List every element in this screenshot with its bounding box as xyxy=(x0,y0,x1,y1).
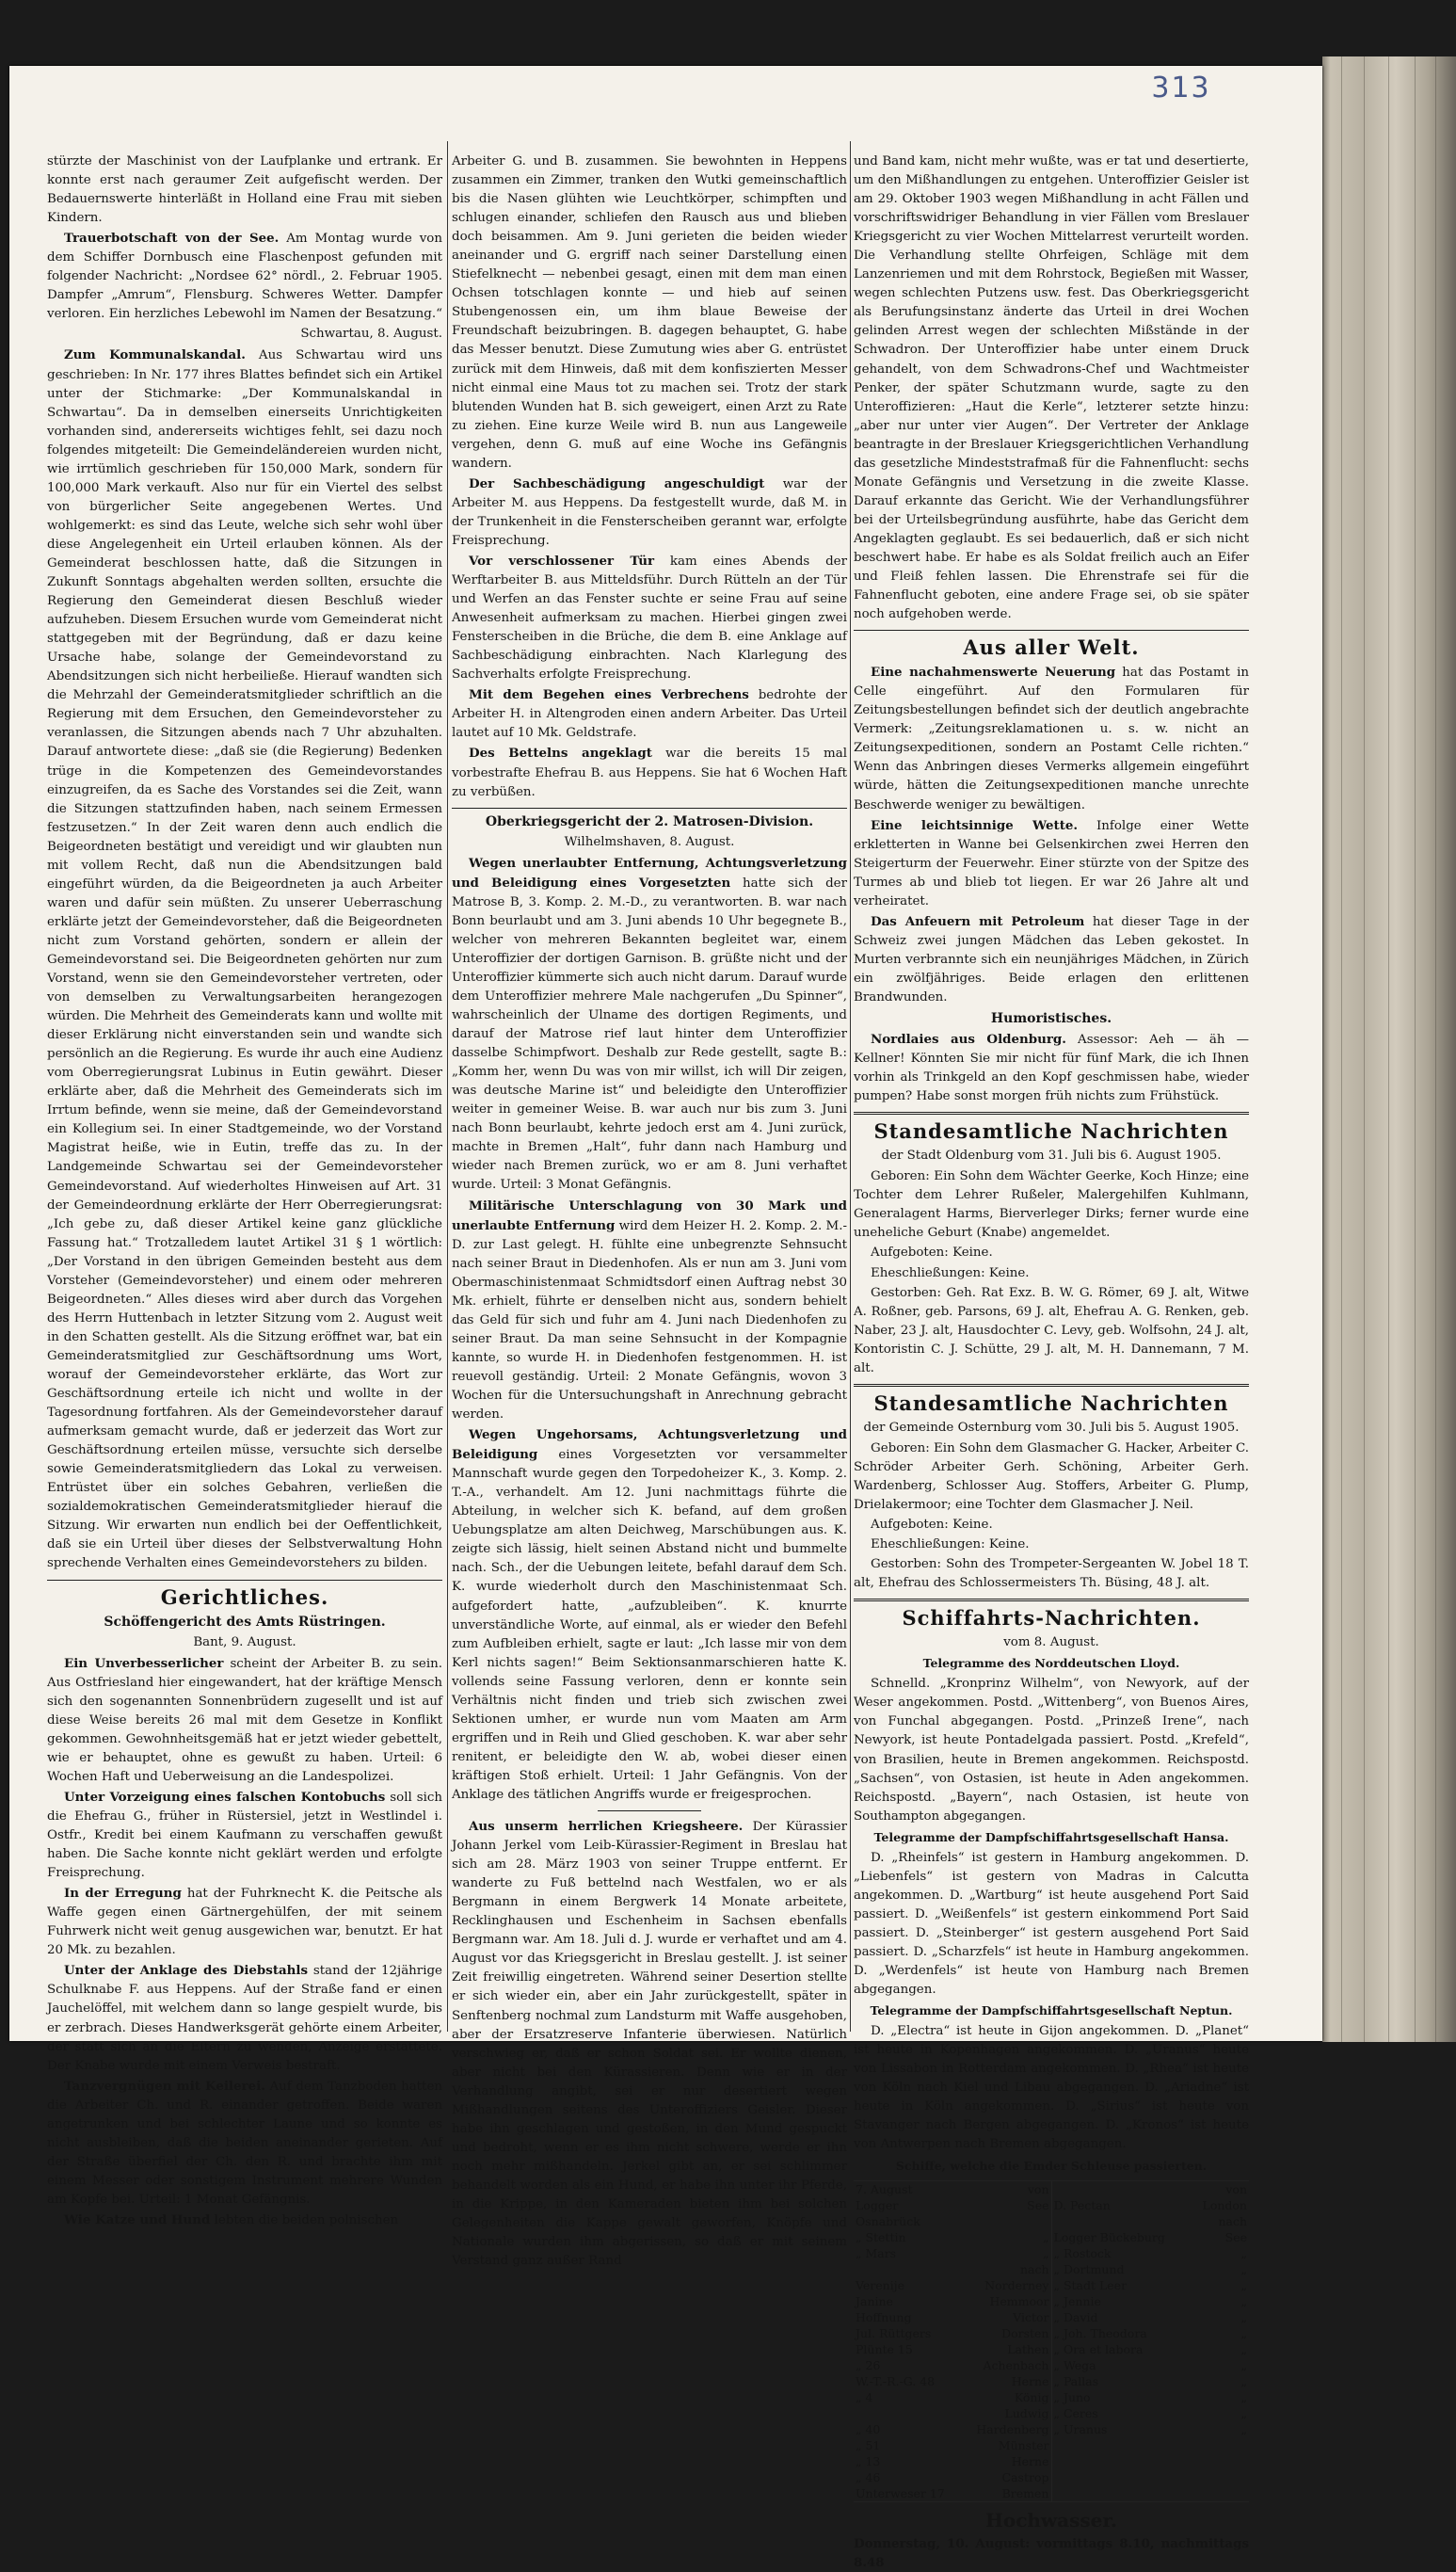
ship-port: „ xyxy=(1240,2277,1247,2292)
ship-row xyxy=(1052,2197,1250,2213)
ship-name: „ 13 xyxy=(856,2453,881,2468)
report-body: lebten die beiden polnischen xyxy=(214,2212,399,2227)
news-item xyxy=(854,816,1249,911)
ship-name: „ David xyxy=(1053,2309,1098,2324)
item-body: hat dieser Tage in der Schweiz zwei jungen Mädchen das Leben gekostet. In Murten verbrannte sich ein neunjähriges Mädchen, in Zürich ein zwölfjähriges. Beide erlagen den erlittenen Brandwunden. xyxy=(854,914,1249,1005)
ship-row xyxy=(854,2245,1051,2261)
court-report xyxy=(452,474,847,551)
ship-row xyxy=(1052,2357,1250,2373)
report-body: scheint der Arbeiter B. zu sein. Aus Ostfriesland hier eingewandert, hat der kräftige Mensch sich den sogenannten Sonnenbrüdern zugesellt und ist auf diese Weise bereits 26 mal mit dem Gesetze in Konflikt gekommen. Gewohnheitsgemäß hat er jetzt wieder gebettelt, wie er behauptet, ohne es gewußt zu haben. Urteil: 6 Wochen Haft und Ueberweisung an die Landespolizei. xyxy=(47,1656,442,1784)
report-body: war der Arbeiter M. aus Heppens. Da festgestellt wurde, daß M. in der Trunkenheit in die Fensterscheiben gerannt war, erfolgte Freisprechung. xyxy=(452,476,847,548)
ship-row xyxy=(854,2309,1051,2325)
ship-name: „ Rostock xyxy=(1053,2245,1112,2260)
ship-port: Castrop xyxy=(1001,2469,1049,2484)
ship-port: „ xyxy=(1240,2261,1247,2276)
court-report xyxy=(452,854,847,1196)
report-lead: In der Erregung xyxy=(64,1886,182,1902)
ship-row xyxy=(1052,2373,1250,2389)
news-item xyxy=(854,912,1249,1007)
section-heading-aus-aller-welt: Aus aller Welt. xyxy=(963,635,1140,660)
ship-port: Herne xyxy=(1011,2373,1049,2388)
ship-name: Janine xyxy=(856,2293,893,2308)
item-lead: Eine leichtsinnige Wette. xyxy=(871,817,1079,833)
ship-name: „ Uranus xyxy=(1053,2421,1108,2436)
report-lead: Des Bettelns angeklagt xyxy=(469,746,652,762)
ship-row xyxy=(854,2277,1051,2293)
section-heading-standesamt-osternburg: Standesamtliche Nachrichten xyxy=(873,1390,1229,1415)
report-body: stand der 12jährige Schulknabe F. aus Heppens. Auf der Straße fand er einen Jauchelöffel, mit welchem dann so lange gespielt wurde, bis er zerbrach. Dieses Handwerksgerät gehörte einem Arbeiter, der statt sich an die Eltern zu wenden, Anzeige erstattete. Der Knabe wurde mit einem Verweis bestraft. xyxy=(47,1964,442,2073)
ship-name: „ Jennie xyxy=(1053,2293,1101,2308)
ship-port: „ xyxy=(1240,2309,1247,2324)
ship-name: „ 40 xyxy=(856,2421,881,2436)
ship-name: Plünte 15 xyxy=(856,2341,913,2356)
ship-port: „ xyxy=(1240,2373,1247,2388)
ship-row xyxy=(854,2373,1051,2389)
ship-row xyxy=(854,2421,1051,2437)
ship-row xyxy=(854,2197,1051,2229)
article-headline: Aus unserm herrlichen Kriegsheere. xyxy=(469,1819,744,1835)
telegram-heading: Telegramme der Dampfschiffahrtsgesellschaft Hansa. xyxy=(873,1829,1229,1844)
ship-name: W.-T.-R.-G. 48 xyxy=(856,2373,936,2388)
subsection-heading-humor: Humoristisches. xyxy=(990,1011,1112,1027)
ship-name: „ Mars xyxy=(856,2245,897,2260)
article-headline: Trauerbotschaft von der See. xyxy=(64,231,280,247)
report-body: bedrohte der Arbeiter H. in Altengroden einen andern Arbeiter. Das Urteil lautet auf 10 Mk. Geldstrafe. xyxy=(452,688,847,741)
ship-port: König Ludwig xyxy=(1004,2389,1049,2420)
article-body: Der Kürassier Johann Jerkel vom Leib-Kürassier-Regiment in Breslau hat sich am 28. März 1903 von seiner Truppe entfernt. Er wanderte zu Fuß bettelnd nach Westfalen, wo er als Bergmann in einem Bergwerk 14 Monate arbeitete, Recklinghausen und Eschenheim in Sachsen ebenfalls Bergmann war. Am 18. Juli d. J. wurde er verhaftet und am 4. August vor das Kriegsgericht in Breslau gestellt. J. ist seiner Zeit freiwillig eingetreten. Während seiner Desertion stellte er sich wieder ein, aber ein Jahr zurückgestellt, später in Senftenberg nochmal zum Landsturm mit Waffe ausgehoben, aber der Ersatzreserve Infanterie überwiesen. Natürlich verschwieg er, daß er schon Soldat sei. Er wollte dienen, aber nicht bei den Kürassieren. Denn wie er in der Verhandlung angibt, sei er nur desertiert wegen Mißhandlungen seitens des Unteroffiziers Geisler. Dieser habe ihn geschlagen und gestoßen, in den Mund gespuckt und bedroht, wenn er es ihm nicht schwere, werde er ihn noch mehr mißhandeln. Jerkel gibt an, er sei schlimmer behandelt worden als ein Hund, er habe ihn unter ihr Pferde, in die Krippe, in den Kameraden bieten ihm bei solchen Gelegenheiten die Kappe gewalt geworfen, Knöpfe und Nationale wurden ihm abgerissen, so daß er mit seinem Verstand ganz außer Rand xyxy=(452,1820,847,2269)
ship-port: Hardenberg xyxy=(976,2421,1049,2436)
ship-name: „ Stadt Leer xyxy=(1053,2277,1128,2292)
ship-name: „ Wega xyxy=(1053,2357,1096,2372)
report-lead: Ein Unverbesserlicher xyxy=(64,1655,224,1671)
column-1 xyxy=(47,153,442,2227)
article-trauerbotschaft xyxy=(47,229,442,324)
section-subtitle: der Gemeinde Osternburg vom 30. Juli bis 5. August 1905. xyxy=(863,1420,1240,1435)
ship-name xyxy=(1052,2213,1191,2229)
tide-times: Donnerstag, 10. August: vormittags 8.10, nachmittags 8.48 xyxy=(854,2535,1249,2570)
ship-list-left xyxy=(854,2181,1052,2501)
ship-name: Unterweser 17 xyxy=(856,2485,945,2500)
ship-port: Norderney xyxy=(984,2277,1049,2292)
item-lead: Das Anfeuern mit Petroleum xyxy=(871,913,1085,929)
ship-port: „ xyxy=(1240,2389,1247,2404)
divider xyxy=(854,1599,1249,1601)
ship-row xyxy=(854,2229,1051,2245)
court-report xyxy=(452,744,847,801)
ship-row xyxy=(854,2453,1051,2469)
ship-row xyxy=(1052,2229,1250,2245)
ship-row xyxy=(854,2325,1051,2341)
divider xyxy=(47,1580,442,1581)
divider xyxy=(854,630,1249,631)
section-heading-gerichtliches: Gerichtliches. xyxy=(160,1584,329,1609)
item-body: hat das Postamt in Celle eingeführt. Auf den Formularen für Zeitungsbestellungen befindet sich der deutlich angebrachte Vermerk: „Zeitungsreklamationen u. s. w. nicht an Zeitungsexpeditionen, sondern an Postamt Celle richten.“ Wenn das Anbringen dieses Vermerks allgemein eingeführt würde, hätten die Zeitungsexpeditionen manche unrechte Beschwerde weniger zu bewältigen. xyxy=(854,666,1249,812)
registry-entry: Geboren: Ein Sohn dem Glasmacher G. Hacker, Arbeiter C. Schröder Arbeiter Gerh. Schöning, Arbeiter Gerh. Wardenberg, Schlosser Aug. Stoffers, Arbeiter G. Plump, Drielakermoor; eine Tochter dem Glasmacher J. Neil. xyxy=(854,1440,1249,1512)
ship-port: „ xyxy=(1240,2341,1247,2356)
telegram-body: D. „Electra“ ist heute in Gijon angekommen. D. „Planet“ ist heute in Kopenhagen angekommen. D. „Uranus“ heute von Lissabon in Rotterdam angekommen. D. „Rhea“ ist heute von Köln nach Kiel und Libau abgegangen. D. „Ariadne“ ist heute in Köln angekommen. D. „Sirius“ ist heute von Stavanger nach Bergen abgegangen. D. „Kronos“ ist heute von Antwerpen nach Bremen abgegangen. xyxy=(854,2024,1249,2152)
court-report xyxy=(47,2077,442,2210)
ship-list-right xyxy=(1052,2181,1250,2501)
ship-name: „ Ceres xyxy=(1053,2405,1098,2420)
ship-port: London xyxy=(1202,2197,1247,2212)
telegram-heading: Telegramme der Dampfschiffahrtsgesellschaft Neptun. xyxy=(870,2003,1233,2018)
ship-name: „ 4 xyxy=(856,2389,873,2404)
report-lead: Mit dem Begehen eines Verbrechens xyxy=(469,687,749,703)
section-subtitle: vom 8. August. xyxy=(1003,1635,1099,1650)
registry-entry: Aufgeboten: Keine. xyxy=(871,1246,993,1261)
court-report xyxy=(452,685,847,743)
newspaper-page xyxy=(9,66,1322,2570)
report-body: eines Vorgesetzten vor versammelter Mannschaft wurde gegen den Torpedoheizer K., 3. Komp. 2. T.-A., verhandelt. Am 12. Juni nachmittags führte die Abteilung, in welcher sich K. befand, auf dem großen Uebungsplatze am alten Deichweg, Marschübungen aus. K. zeigte sich lässig, hielt seinen Abstand nicht und bummelte nach. Sch., der die Uebungen leitete, befahl darauf dem Sch. K. wurde wiederholt durch den Maschinistenmaat Sch. aufgefordert hatte, „aufzubleiben“. K. knurrte unverständliche Worte, auf einmal, als er wieder den Befehl zum Aufbleiben erhielt, sagte er laut: „Ich lasse mir von dem Kerl nichts sagen!“ Beim Sektionsanmarschieren hatte K. vollends seine Fassung verloren, denn er konnte sein Verhältnis nicht finden und trieb sich zwischen zwei Sektionen umher, er wurde nun vom Maaten am Arm ergriffen und in Reih und Glied geschoben. K. war aber sehr renitent, er beleidigte den W. ab, wobei dieser einen kräftigen Stoß erhielt. Urteil: 1 Jahr Gefängnis. Von der Anklage des tätlichen Angriffs wurde er freigesprochen. xyxy=(452,1448,847,1802)
report-body: hatte sich der Matrose B, 3. Komp. 2. M.-D., zu verantworten. B. war nach Bonn beurlaubt und am 3. Juni abends 10 Uhr begegnete B., welcher von mehreren Bekannten begleitet war, einem Unteroffizier der dortigen Garnison. B. grüßte nicht und der Unteroffizier kümmerte sich auch nicht darum. Darauf wurde dem Unteroffizier mehrere Male nachgerufen „Du Spinner“, wahrscheinlich der Ulname des dortigen Regiments, und darauf der Matrose rief laut hinter dem Unteroffizier dasselbe Schimpfwort. Deshalb zur Rede gestellt, sagte B.: „Komm her, wenn Du was von mir willst, ich will Dir zeigen, was deutsche Marine ist“ und beleidigte den Unteroffizier weiter in gemeiner Weise. B. war auch nur bis zum 3. Juni nach Bonn beurlaubt, kehrte jedoch erst am 4. Juni zurück, machte in Bremen „Halt“, fuhr dann nach Hamburg und wieder nach Bremen zurück, wo er am 8. Juni verhaftet wurde. Urteil: 3 Monat Gefängnis. xyxy=(452,876,847,1193)
ship-name: „ 26 xyxy=(856,2357,881,2372)
ship-port: Victor xyxy=(1013,2309,1049,2324)
ship-port: Achenbach xyxy=(983,2357,1049,2372)
ship-port: See xyxy=(1224,2229,1247,2244)
article-kommunalskandal xyxy=(47,346,442,1573)
ship-row xyxy=(1052,2181,1250,2197)
ship-name: „ Juno xyxy=(1053,2389,1091,2404)
ship-row xyxy=(1052,2325,1250,2341)
ship-port: von xyxy=(1225,2181,1247,2196)
ship-port: Lathen xyxy=(1007,2341,1049,2356)
registry-entry: Eheschließungen: Keine. xyxy=(871,1265,1030,1280)
column-rule xyxy=(447,141,448,2032)
ship-port: „ xyxy=(1240,2245,1247,2260)
ship-port: See xyxy=(1027,2197,1049,2212)
humor-item xyxy=(854,1030,1249,1106)
item-lead: Nordlaies aus Oldenburg. xyxy=(871,1032,1066,1048)
ship-name: „ 51 xyxy=(856,2437,881,2452)
report-body: wird dem Heizer H. 2. Komp. 2. M.-D. zur Last gelegt. H. fühlte eine unbegrenzte Sehnsucht nach seiner Braut in Diedenhofen. Als er nun am 3. Juni vom Obermaschinistenmaat Schmidtsdorf einen Auftrag nebst 30 Mk. erhielt, führte er denselben nicht aus, sondern behielt das Geld für sich und fuhr am 4. Juni nach Diedenhofen zu seiner Braut. Da man seine Sehnsucht in der Kompagnie kannte, so wurde H. in Diedenhofen festgenommen. H. ist reuevoll geständig. Urteil: 2 Monate Gefängnis, wovon 3 Wochen für die Untersuchungshaft in Anrechnung gebracht werden. xyxy=(452,1218,848,1423)
court-report xyxy=(47,1788,442,1883)
report-lead: Tanzvergnügen mit Keilerei. xyxy=(64,2078,265,2094)
court-report xyxy=(452,1425,847,1805)
report-lead: Wegen Ungehorsams, Achtungsverletzung und Beleidigung xyxy=(452,1427,847,1463)
item-body: Assessor: Aeh — äh — Kellner! Könnten Sie mir nicht für fünf Mark, die ich Ihnen vorhin als Trinkgeld an den Kopf geschmissen habe, wieder pumpen? Habe sonst morgen früh nichts zum Frühstück. xyxy=(854,1033,1249,1104)
ship-port: nach xyxy=(1218,2213,1247,2228)
ship-row xyxy=(854,2181,1051,2197)
telegram-body: Schnelld. „Kronprinz Wilhelm“, von Newyork, auf der Weser angekommen. Postd. „Wittenberg“, von Buenos Aires, von Funchal abgegangen. Postd. „Prinzeß Irene“, nach Newyork, ist heute Pontadelgada passiert. Postd. „Krefeld“, von Brasilien, heute in Bremen angekommen. Reichspostd. „Sachsen“, von Ostasien, ist heute in Aden angekommen. Reichspostd. „Bayern“, nach Ostasien, ist heute von Southampton abgegangen. xyxy=(854,1677,1249,1824)
column-3 xyxy=(854,153,1249,2570)
telegram-body: D. „Rheinfels“ ist gestern in Hamburg angekommen. D. „Liebenfels“ ist gestern von Madras in Calcutta angekommen. D. „Wartburg“ ist heute ausgehend Port Said passiert. D. „Weißenfels“ ist gestern einkommend Port Said passiert. D. „Steinberger“ ist gestern ausgehend Port Said passiert. D. „Scharzfels“ ist heute in Hamburg angekommen. D. „Werdenfels“ ist heute von Hamburg nach Bremen abgegangen. xyxy=(854,1850,1249,1998)
court-report xyxy=(452,1197,847,1425)
ship-name: „ Ora et labora xyxy=(1053,2341,1144,2356)
book-binding-edge xyxy=(1322,56,1456,2042)
ship-name: Verenije xyxy=(856,2277,904,2292)
ship-row xyxy=(1052,2277,1250,2293)
report-lead: Unter der Anklage des Diebstahls xyxy=(64,1963,309,1979)
report-body: war die bereits 15 mal vorbestrafte Ehefrau B. aus Heppens. Sie hat 6 Wochen Haft zu verbüßen. xyxy=(452,747,848,799)
ship-name: Logger Bückeburg xyxy=(1053,2229,1165,2244)
ship-table-right xyxy=(1052,2181,1250,2437)
ship-port: „ xyxy=(1240,2325,1247,2340)
ship-name: Jul. Rüttgers xyxy=(856,2325,932,2340)
ship-port: „ xyxy=(1043,2229,1049,2244)
subsection-heading: Schöffengericht des Amts Rüstringen. xyxy=(104,1614,386,1630)
dateline: Wilhelmshaven, 8. August. xyxy=(564,834,735,849)
ship-name: „ Pallas xyxy=(1053,2373,1099,2388)
ship-list-heading: Schiffe, welche die Emder Schleuse passierten. xyxy=(895,2158,1208,2173)
court-report xyxy=(47,2210,442,2230)
report-lead: Wegen unerlaubter Entfernung, Achtungsverletzung und Beleidigung eines Vorgesetzten xyxy=(452,855,847,891)
ship-row xyxy=(1052,2309,1250,2325)
paragraph: und Band kam, nicht mehr wußte, was er tat und desertierte, um den Mißhandlungen zu entgehen. Unteroffizier Geisler ist am 29. Oktober 1903 wegen Mißhandlung in acht Fällen und vorschriftswidriger Behandlung in vier Fällen vom Breslauer Kriegsgericht zu vier Wochen Mittelarrest verurteilt worden. Die Verhandlung stellte Ohrfeigen, Schläge mit dem Lanzenriemen und mit dem Rohrstock, Begießen mit Wasser, wegen schlechten Putzens usw. fest. Das Oberkriegsgericht als Berufungsinstanz änderte das Urteil in drei Wochen gelinden Arrest wegen der schlechten Mißstände in der Schwadron. Der Unteroffizier habe unter einem Druck gehandelt, von dem Schwadrons-Chef und Wachtmeister Penker, der später Schutzmann wurde, sagte zu den Unteroffizieren: „Haut die Kerle“, letzterer setzte hinzu: „aber nur unter vier Augen“. Der Vertreter der Anklage beantragte in der Breslauer Kriegsgerichtlichen Verhandlung das gesetzliche Mindeststrafmaß für die Fahnenflucht: sechs Monate Gefängnis und Versetzung in die zweite Klasse. Darauf erkannte das Gericht. Wie der Verhandlungsführer bei der Urteilsbegründung ausführte, habe das Gericht dem Angeklagten geglaubt. Es sei bedauerlich, daß er sich nicht beschwert habe. Er habe es als Soldat freilich auch an Eifer und Fleiß fehlen lassen. Die Ehrenstrafe sei für die Fahnenflucht geboten, eine andere Frage sei, ob sie später noch aufgehoben werde. xyxy=(854,154,1249,622)
report-body: kam eines Abends der Werftarbeiter B. aus Mitteldsführ. Durch Rütteln an der Tür und Werfen an das Fenster suchte er seine Frau auf seine Anwesenheit aufmerksam zu machen. Hierbei gingen zwei Fensterscheiben in die Brüche, die dem B. eine Anklage auf Sachbeschädigung einbrachten. Nach Klarlegung des Sachverhalts erfolgte Freisprechung. xyxy=(452,554,847,683)
column-rule xyxy=(850,141,851,2032)
ship-row xyxy=(1052,2405,1250,2421)
ship-port: Herne xyxy=(1011,2453,1049,2468)
dateline: Schwartau, 8. August. xyxy=(300,327,442,342)
registry-entry: Geboren: Ein Sohn dem Wächter Geerke, Koch Hinze; eine Tochter dem Lehrer Rußeler, Malergehilfen Kuhlmann, Generalagent Harms, Bierverleger Dirks; ferner wurde eine uneheliche Geburt (Knabe) angemeldet. xyxy=(854,1169,1249,1241)
ship-row xyxy=(854,2469,1051,2485)
divider xyxy=(598,1810,701,1811)
court-report xyxy=(47,1884,442,1960)
ship-row xyxy=(854,2389,1051,2421)
report-lead: Der Sachbeschädigung angeschuldigt xyxy=(469,475,765,491)
article-headline: Zum Kommunalskandal. xyxy=(64,347,246,363)
ship-name xyxy=(854,2261,966,2277)
ship-name: Logger Osnabrück xyxy=(856,2197,920,2228)
ship-row xyxy=(1052,2389,1250,2405)
ship-port: „ xyxy=(1240,2357,1247,2372)
report-lead: Militärische Unterschlagung von 30 Mark und unerlaubte Entfernung xyxy=(452,1198,847,1233)
article-body: Aus Schwartau wird uns geschrieben: In Nr. 177 ihres Blattes befindet sich ein Artikel unter der Stichmarke: „Der Kommunalskandal in Schwartau“. Da in demselben einerseits Unrichtigkeiten vorhanden sind, andererseits wichtiges fehlt, sei dazu noch folgendes mitgeteilt: Die Gemeindeländereien wurden nicht, wie irrtümlich geschrieben für 150,000 Mark, sondern für 100,000 Mark verkauft. Also nur für ein Viertel des selbst von bürgerlicher Seite angegebenen Wertes. Und wohlgemerkt: es sind das Leute, welche sich sehr wohl über diese Angelegenheit ein Urteil erlauben können. Als der Gemeinderat beschlossen hatte, daß die Sitzungen in Zukunft Sonntags abgehalten werden sollten, ersuchte die Regierung den Gemeinderat diesen Beschluß wieder aufzuheben. Diesem Ersuchen wurde vom Gemeinderat nicht stattgegeben mit der Begründung, daß er dazu keine Ursache habe, solange der Gemeindevorstand zu Abendsitzungen sich nicht herbeiließe. Hierauf wandten sich die Mehrzahl der Gemeinderatsmitglieder schriftlich an die Regierung mit dem Ersuchen, den Gemeindevorsteher zu veranlassen, die Sitzungen abends nach 7 Uhr abzuhalten. Darauf antwortete diese: „daß sie (die Regierung) Bedenken trüge in die Kompetenzen des Gemeindevorstandes einzugreifen, da es Sache des Vorstandes sei die Zeit, wann die Sitzungen stattzufinden haben, nach seinem Ermessen festzusetzen.“ In der Zeit waren denn auch endlich die Beigeordneten bestätigt und vereidigt und wir glaubten nun mit vollem Recht, daß nun die Abendsitzungen bald eingeführt würden, da die Beigeordneten ja auch Arbeiter waren und dafür sein müßten. Zu unserer Ueberraschung erklärte jetzt der Gemeindevorsteher, daß die Beigeordneten nicht zum Vorstand gehörten, sondern er allein der Gemeindevorstand sei. Die Beigeordneten gehörten nur zum Vorstand, wenn sie den Gemeindevorsteher vertreten, oder von demselben zu Verwaltungsarbeiten herangezogen würden. Die Mehrheit des Gemeinderats kann und wollte mit dieser Erklärung nicht einverstanden sein und wandte sich persönlich an die Regierung. Es wurde ihr auch eine Audienz vom Oberregierungsrat Lubinus in Eutin gewährt. Dieser erklärte aber, daß die Mehrheit des Gemeinderats sich im Irrtum befinde, wenn sie meine, daß der Gemeindevorstand ein Kollegium sei. In einer Stadtgemeinde, wo der Vorstand Magistrat heiße, wie in Eutin, treffe das zu. In der Landgemeinde Schwartau sei der Gemeindevorsteher Gemeindevorstand. Auf wiederholtes Hinweisen auf Art. 31 der Gemeindeordnung erklärte der Herr Oberregierungsrat: „Ich gebe zu, daß dieser Artikel keine ganz glückliche Fassung hat.“ Trotzalledem lautet Artikel 31 § 1 wörtlich: „Der Vorstand in den übrigen Gemeinden besteht aus dem Vorsteher (Gemeindevorsteher) und einem oder mehreren Beigeordneten.“ Alles dieses wird aber durch das Vorgehen des Herrn Huttenbach in letzter Sitzung vom 2. August weit in den Schatten gestellt. Als die Sitzung eröffnet war, bat ein Gemeinderatsmitglied zur Geschäftsordnung ums Wort, worauf der Gemeindevorsteher erklärte, das Wort zur Geschäftsordnung erteile ich nicht und wollte in der Tagesordnung fortfahren. Als der Gemeindevorsteher darauf aufmerksam gemacht wurde, daß er jederzeit das Wort zur Geschäftsordnung erteilen müsse, versuchte sich derselbe sowie Gemeinderatsmitgliedern das Lokal zu verweisen. Entrüstet über ein solches Gebahren, verließen die sozialdemokratischen Gemeinderatsmitglieder hierauf die Sitzung. Wir erwarten nun endlich bei der Oeffentlichkeit, daß sie ein Urteil über dieses der Selbstverwaltung Hohn sprechende Verhalten eines Gemeindevorstehers zu bilden. xyxy=(47,348,442,1571)
ship-port: „ xyxy=(1240,2405,1247,2420)
ship-port: Münster xyxy=(998,2437,1049,2452)
section-subtitle: der Stadt Oldenburg vom 31. Juli bis 6. August 1905. xyxy=(881,1149,1222,1164)
dateline: Bant, 9. August. xyxy=(193,1634,296,1649)
item-body: Infolge einer Wette erkletterten in Wanne bei Gelsenkirchen zwei Herren den Steigerturm der Feuerwehr. Einer stürzte von der Spitze des Turmes ab und blieb tot liegen. Er war 26 Jahre alt und verheiratet. xyxy=(854,818,1249,908)
ship-row xyxy=(854,2437,1051,2453)
ship-row xyxy=(854,2341,1051,2357)
ship-row xyxy=(854,2357,1051,2373)
report-lead: Wie Katze und Hund xyxy=(64,2211,211,2227)
ship-port: Hemmoor xyxy=(989,2293,1049,2308)
registry-entry: Aufgeboten: Keine. xyxy=(871,1518,993,1533)
ship-name: „ 46 xyxy=(856,2469,881,2484)
registry-entry: Gestorben: Geh. Rat Exz. B. W. G. Römer, 69 J. alt, Witwe A. Roßner, geb. Parsons, 69 J. alt, Ehefrau A. G. Renken, geb. Naber, 23 J. alt, Hausdochter C. Levy, geb. Wolfsohn, 24 J. alt, Kontoristin C. J. Schütte, 29 J. alt, M. H. Dannemann, 7 M. alt. xyxy=(854,1285,1249,1375)
divider xyxy=(854,1384,1249,1387)
ship-name: 7. August xyxy=(856,2181,913,2196)
ship-table-left xyxy=(854,2181,1051,2501)
ship-row xyxy=(1052,2341,1250,2357)
report-body: soll sich die Ehefrau G., früher in Rüstersiel, jetzt in Westlindel i. Ostfr., Kredit bei einem Kaufmann zu verschaffen gewußt haben. Die Sache konnte nicht geklärt werden und erfolgte Freisprechung. xyxy=(47,1790,442,1881)
ship-row xyxy=(1052,2245,1250,2261)
ship-name: „ Dortmund xyxy=(1053,2261,1125,2276)
section-heading-schiffahrt: Schiffahrts-Nachrichten. xyxy=(902,1606,1201,1631)
ship-port: von xyxy=(1027,2181,1049,2196)
ship-row xyxy=(854,2261,1051,2277)
article-body: Am Montag wurde von dem Schiffer Dornbusch eine Flaschenpost gefunden mit folgender Nachricht: „Nordsee 62° nördl., 2. Februar 1905. Dampfer „Amrum“, Flensburg. Schweres Wetter. Dampfer verloren. Ein herzliches Lebewohl im Namen der Besatzung.“ xyxy=(47,232,442,322)
ship-name: „ Stettin xyxy=(856,2229,906,2244)
paragraph: Arbeiter G. und B. zusammen. Sie bewohnten in Heppens zusammen ein Zimmer, tranken den Wutki gemeinschaftlich bis die Nasen glühten wie Leuchtkörper, schimpften und schlugen einander, schliefen den Rausch aus und blieben doch beisammen. Am 9. Juni gerieten die beiden wieder aneinander und G. ergriff nach seiner Darstellung einen Stiefelknecht — nebenbei gesagt, einen mit dem man einen Ochsen totschlagen konnte — und hieb auf seinen Stubengenossen ein, um ihm blaue Beweise der Freundschaft beizubringen. B. dagegen behauptet, G. habe das Messer benutzt. Diese Zumutung wies aber G. entrüstet zurück mit dem Hinweis, daß mit dem konfiszierten Messer nicht einmal eine Maus tot zu machen sei. Trotz der stark blutenden Wunden hat B. sich geweigert, einen Arzt zu Rate zu ziehen. Eine kurze Weile wird B. nun aus Langeweile vergehen, denn G. muß auf eine Woche ins Gefängnis wandern. xyxy=(452,154,847,471)
ship-port: „ xyxy=(1240,2421,1247,2436)
subsection-heading-oberkriegsgericht: Oberkriegsgericht der 2. Matrosen-Division. xyxy=(485,813,814,829)
divider xyxy=(854,1112,1249,1115)
ship-name: D. Pectan xyxy=(1053,2197,1111,2212)
news-item xyxy=(854,663,1249,814)
court-report xyxy=(47,1961,442,2075)
ship-port: „ xyxy=(1240,2293,1247,2308)
report-lead: Unter Vorzeigung eines falschen Kontobuchs xyxy=(64,1789,386,1805)
registry-entry: Gestorben: Sohn des Trompeter-Sergeanten W. Jobel 18 T. alt, Ehefrau des Schlossermeisters Th. Büsing, 48 J. alt. xyxy=(854,1557,1249,1591)
column-2 xyxy=(452,153,848,2269)
court-report xyxy=(452,552,847,684)
page-number: 313 xyxy=(1151,72,1211,104)
ship-port: Dorsten xyxy=(1001,2325,1049,2340)
registry-entry: Eheschließungen: Keine. xyxy=(871,1537,1030,1552)
ship-row xyxy=(1052,2261,1250,2277)
ship-list xyxy=(854,2180,1249,2502)
paragraph: stürzte der Maschinist von der Laufplanke und ertrank. Er konnte erst nach geraumer Zeit aufgefischt werden. Der Bedauernswerte hinterläßt in Holland eine Frau mit sieben Kindern. xyxy=(47,154,442,226)
ship-row xyxy=(854,2293,1051,2309)
ship-name xyxy=(1052,2181,1191,2197)
article-kriegsheer xyxy=(452,1817,847,2271)
ship-name: Hoffnung xyxy=(856,2309,912,2324)
section-heading-standesamt-oldenburg: Standesamtliche Nachrichten xyxy=(873,1119,1229,1144)
ship-port: „ xyxy=(1043,2245,1049,2260)
ship-row xyxy=(1052,2293,1250,2309)
ship-row xyxy=(1052,2421,1250,2437)
ship-row xyxy=(854,2485,1051,2501)
report-body: hat der Fuhrknecht K. die Peitsche als Waffe gegen einen Gärtnergehülfen, der mit seinem Fuhrwerk nicht weit genug ausgewichen war, benutzt. Er hat 20 Mk. zu bezahlen. xyxy=(47,1887,442,1958)
report-lead: Vor verschlossener Tür xyxy=(469,553,655,569)
ship-port: nach xyxy=(1019,2261,1049,2276)
telegram-heading: Telegramme des Norddeutschen Lloyd. xyxy=(922,1656,1180,1671)
ship-name: „ Joh. Theodora xyxy=(1053,2325,1147,2340)
item-lead: Eine nachahmenswerte Neuerung xyxy=(871,665,1116,681)
report-body: Auf dem Tanzboden hatten die Arbeiter Ch. und R. einander getroffen. Beide waren angetrunken und bei schlechter Laune und so konnte es nicht ausbleiben, daß die beiden aneinander gerieten. Auf der Straße überfiel der Ch. den R. und brachte ihm mit einem Messer oder sonstigem Instrument mehrere Wunden am Kopfe bei. Urteil: 1 Monat Gefängnis. xyxy=(47,2079,442,2207)
section-heading-hochwasser: Hochwasser. xyxy=(984,2508,1118,2532)
court-report xyxy=(47,1654,442,1787)
ship-port: Bremen xyxy=(1001,2485,1049,2500)
ship-row xyxy=(1052,2213,1250,2229)
divider xyxy=(452,808,847,809)
